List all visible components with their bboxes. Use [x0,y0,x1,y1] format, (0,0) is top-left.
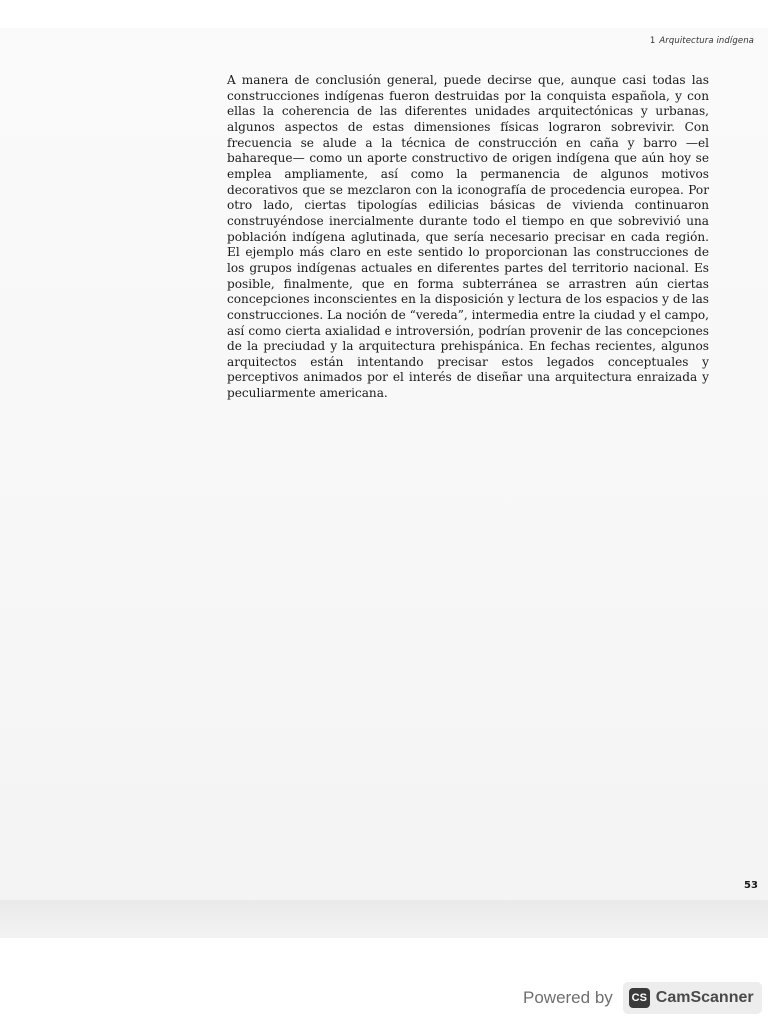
camscanner-brand-name: CamScanner [655,989,754,1006]
chapter-number: 1 [649,36,656,46]
camscanner-logo-icon: CS [629,988,650,1008]
page-edge-shadow [0,900,768,940]
camscanner-badge [623,982,762,1014]
page-number: 53 [744,880,758,891]
body-paragraph: A manera de conclusión general, puede decirse que, aunque casi todas las construcciones indígenas fueron destruidas por la conquista española, y con ellas la coherencia de las diferentes unidades arquitectónicas y urbanas, algunos aspectos de estas dimensiones físicas lograron sobrevivir. Con frecuencia se alude a la técnica de construcción en caña y barro —el bahareque— como un aporte constructivo de origen indígena que aún hoy se emplea ampliamente, así como la permanencia de algunos motivos decorativos que se mezclaron con la iconografía de procedencia europea. Por otro lado, ciertas tipologías edilicias básicas de vivienda continuaron construyéndose inercialmente durante todo el tiempo en que sobrevivió una población indígena aglutinada, que sería necesario precisar en cada región. El ejemplo más claro en este sentido lo proporcionan las construcciones de los grupos indígenas actuales en diferentes partes del territorio nacional. Es posible, finalmente, que en forma subterránea se arrastren aún ciertas concepciones inconscientes en la disposición y lectura de los espacios y de las construcciones. La noción de “vereda”, intermedia entre la ciudad y el campo, así como cierta axialidad e introversión, podrían provenir de las concepciones de la preciudad y la arquitectura prehispánica. En fechas recientes, algunos arquitectos están intentando precisar estos legados conceptuales y perceptivos animados por el interés de diseñar una arquitectura enraizada y peculiarmente americana. [227,73,709,401]
chapter-title: Arquitectura indígena [659,36,754,46]
camscanner-watermark [523,982,762,1014]
powered-by-label: Powered by [523,988,613,1007]
running-header [650,36,754,46]
